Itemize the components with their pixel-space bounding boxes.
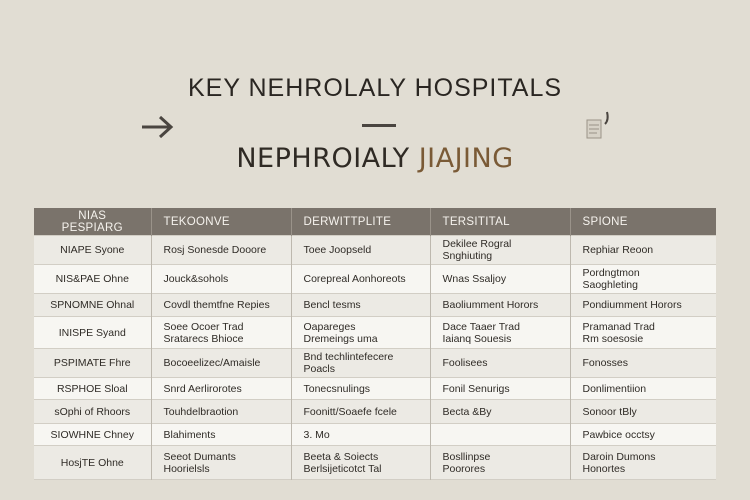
table-cell — [291, 400, 430, 424]
cell-text: 3. Mo — [303, 428, 330, 441]
table-cell — [34, 265, 151, 294]
table-cell — [430, 400, 570, 424]
cell-text: Tonecsnulings — [303, 382, 371, 395]
table-cell — [34, 446, 151, 480]
cell-text: Bencl tesms — [303, 299, 361, 311]
cell-text: Touhdelbraotion — [163, 405, 239, 418]
cell-text: Snrd Aerlirorotes — [163, 382, 242, 395]
table-row — [34, 400, 716, 424]
cell-text: Soee Ocoer Trad — [163, 320, 244, 333]
cell-text: Dekilee Rogral — [442, 238, 512, 250]
table-cell — [291, 446, 430, 480]
table-cell — [291, 265, 430, 294]
cell-text: Corepreal Aonhoreots — [303, 273, 406, 285]
cell-text: Pordngtmon — [582, 267, 640, 279]
table-cell — [151, 236, 291, 265]
cell-text: Pawbice occtsy — [582, 428, 655, 441]
cell-text: Rosj Sonesde Dooore — [163, 244, 267, 256]
table-row — [34, 294, 716, 317]
cell-text: Snghiuting — [442, 250, 493, 262]
column-header: NIAS PESPIARG — [34, 208, 151, 236]
cell-text: Oapareges — [303, 320, 356, 333]
table-cell — [570, 424, 716, 446]
table-cell — [151, 446, 291, 480]
cell-text: Iaianq Souesis — [442, 332, 512, 345]
table-cell — [151, 378, 291, 400]
subtitle-accent: JIAJING — [418, 143, 514, 174]
page-title: KEY NEHROLALY HOSPITALS — [187, 74, 563, 102]
cell-text: Hoorielsls — [163, 462, 210, 475]
table-cell — [570, 317, 716, 349]
table-cell — [291, 378, 430, 400]
cell-text: RSPHOE Sloal — [56, 382, 128, 395]
hospitals-table — [34, 208, 716, 480]
table-cell — [34, 294, 151, 317]
cell-text: sOphi of Rhoors — [54, 405, 131, 418]
table-cell — [430, 378, 570, 400]
arrow-right-icon — [140, 113, 176, 141]
table-cell — [151, 265, 291, 294]
table-cell — [34, 317, 151, 349]
cell-text: Donlimentiion — [582, 382, 647, 395]
table-cell — [570, 265, 716, 294]
cell-text: Rm soesosie — [582, 332, 644, 345]
cell-text: Saoghleting — [582, 279, 638, 291]
subtitle-main: NEPHROIALY — [236, 143, 419, 174]
cell-text: Honortes — [582, 462, 626, 475]
table-cell — [430, 294, 570, 317]
table-cell — [430, 349, 570, 378]
table-cell — [34, 349, 151, 378]
table-cell — [570, 378, 716, 400]
table-row — [34, 349, 716, 378]
cell-text: Fonil Senurigs — [442, 382, 510, 395]
cell-text: Toee Joopseld — [303, 244, 372, 256]
cell-text: Pramanad Trad — [582, 320, 655, 333]
cell-text: Seeot Dumants — [163, 450, 236, 463]
table-cell — [570, 446, 716, 480]
cell-text: Fonosses — [582, 357, 629, 369]
cell-text: Sonoor tBly — [582, 405, 637, 418]
table-header-row — [34, 208, 716, 236]
cell-text: Sratarecs Bhioce — [163, 332, 244, 345]
cell-text: Bosllinpse — [442, 450, 491, 463]
table-cell — [151, 349, 291, 378]
table-cell — [430, 236, 570, 265]
cell-text: Poorores — [442, 462, 486, 475]
table-cell — [430, 424, 570, 446]
cell-text: Foonitt/Soaefe fcele — [303, 405, 397, 418]
cell-text: Becta &By — [442, 405, 492, 418]
cell-text: Beeta & Soiects — [303, 450, 379, 463]
table-row — [34, 446, 716, 480]
table-cell — [151, 400, 291, 424]
table-row — [34, 378, 716, 400]
column-header: DERWITTPLITE — [291, 208, 430, 236]
column-header: TERSITITAL — [430, 208, 570, 236]
cell-text: SPNOMNE Ohnal — [50, 299, 135, 311]
table-cell — [34, 378, 151, 400]
cell-text: SIOWHNE Chney — [50, 428, 134, 441]
table-cell — [570, 236, 716, 265]
cell-text: Foolisees — [442, 357, 488, 369]
table-cell — [430, 317, 570, 349]
table-cell — [151, 317, 291, 349]
cell-text: Baoliumment Horors — [442, 299, 539, 311]
table-row — [34, 236, 716, 265]
table-row — [34, 424, 716, 446]
table-cell — [291, 294, 430, 317]
table-cell — [291, 424, 430, 446]
table-cell — [291, 349, 430, 378]
cell-text: INISPE Syand — [58, 326, 126, 339]
cell-text: Dace Taaer Trad — [442, 320, 520, 333]
cell-text: Rephiar Reoon — [582, 244, 654, 256]
table-cell — [34, 424, 151, 446]
table-cell — [151, 294, 291, 317]
document-icon — [583, 110, 611, 142]
cell-text: PSPIMATE Fhre — [53, 357, 131, 369]
table-cell — [34, 400, 151, 424]
table-cell — [430, 446, 570, 480]
table-cell — [151, 424, 291, 446]
cell-text: Pondiumment Horors — [582, 299, 682, 311]
title-divider — [362, 124, 396, 127]
cell-text: Jouck&sohols — [163, 273, 229, 285]
table-row — [34, 317, 716, 349]
cell-text: Daroin Dumons — [582, 450, 656, 463]
cell-text: Covdl themtfne Repies — [163, 299, 270, 311]
cell-text: Bocoeelizec/Amaisle — [163, 357, 261, 369]
table-cell — [291, 236, 430, 265]
cell-text: Wnas Ssaljoy — [442, 273, 507, 285]
cell-text: Bnd techlintefecere Poacls — [303, 351, 394, 375]
table-cell — [570, 349, 716, 378]
table-cell — [34, 236, 151, 265]
cell-text: Berlsijeticotct Tal — [303, 462, 382, 475]
table-row — [34, 265, 716, 294]
cell-text: Blahiments — [163, 428, 216, 441]
table-cell — [570, 294, 716, 317]
cell-text: NIS&PAE Ohne — [55, 273, 129, 285]
table-cell — [430, 265, 570, 294]
table-cell — [291, 317, 430, 349]
column-header: SPIONE — [570, 208, 716, 236]
cell-text: HosjTE Ohne — [60, 456, 124, 469]
table-cell — [570, 400, 716, 424]
column-header: TEKOONVE — [151, 208, 291, 236]
page-subtitle — [0, 143, 750, 174]
cell-text: NIAPE Syone — [60, 244, 125, 256]
cell-text: Dremeings uma — [303, 332, 378, 345]
